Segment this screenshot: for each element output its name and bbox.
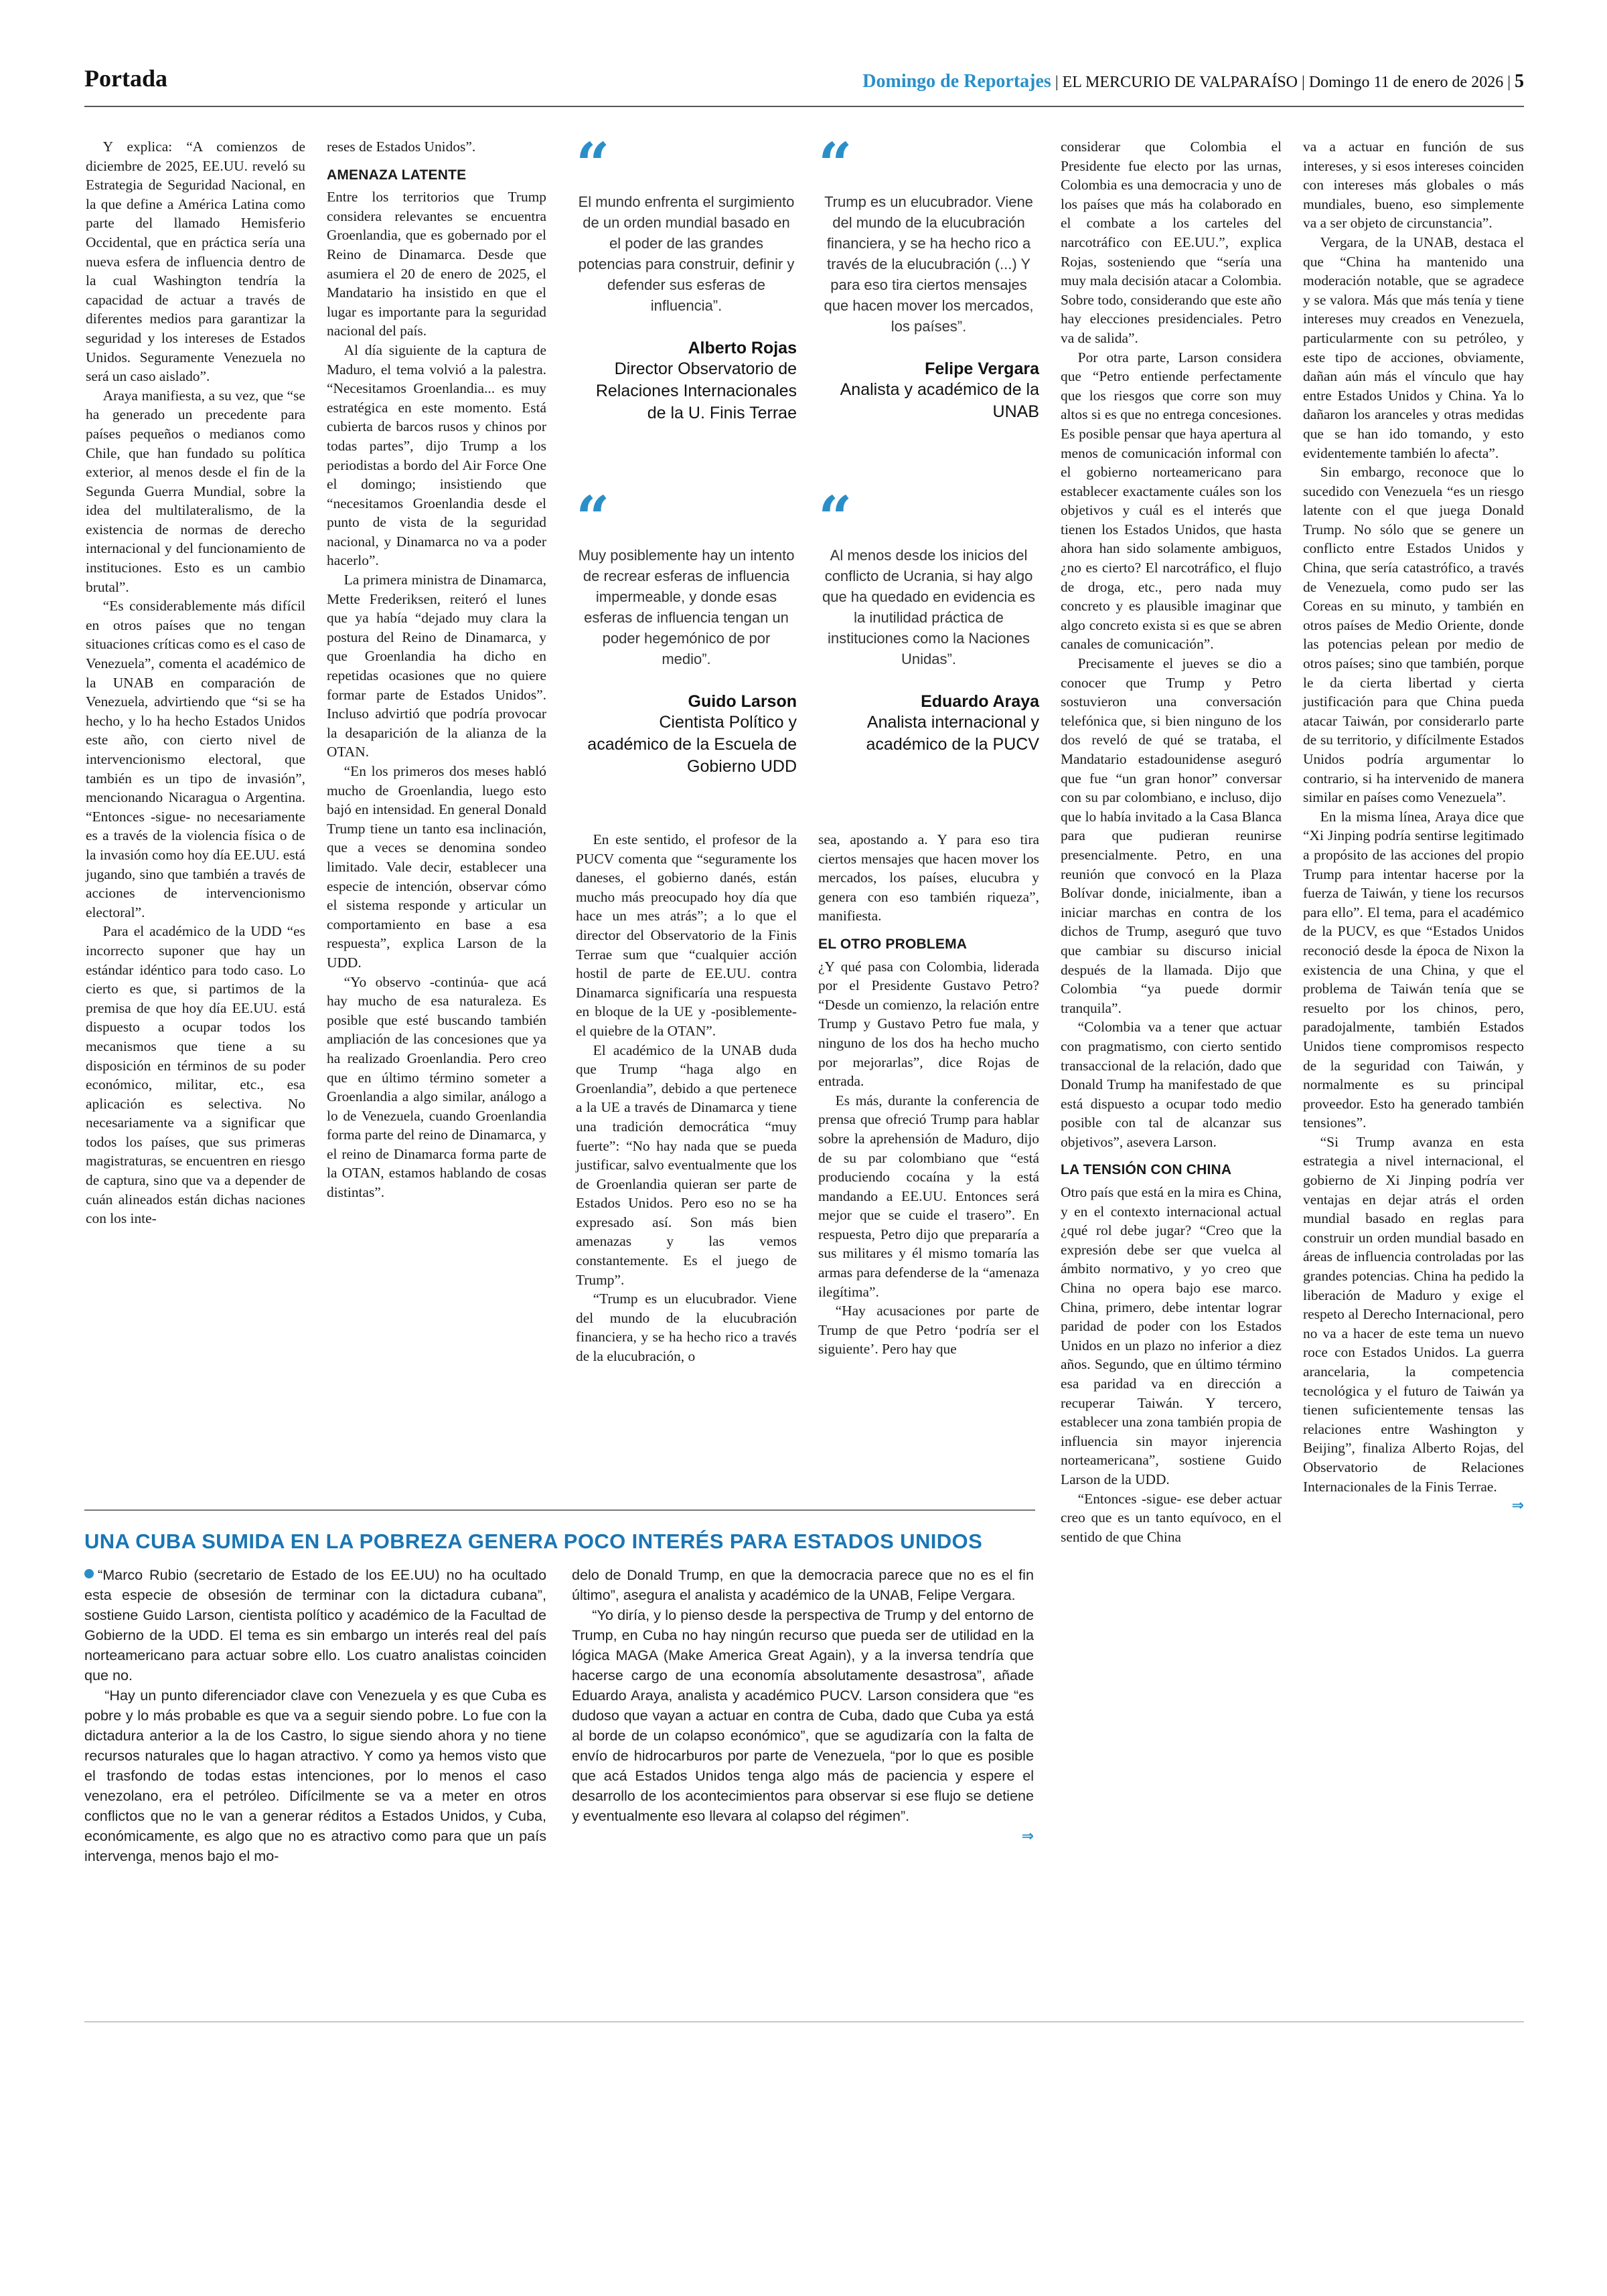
quote-author-role: Director Observatorio de Relaciones Internacionales de la U. Finis Terrae <box>595 359 797 422</box>
page-header <box>84 62 1524 107</box>
paragraph: En la misma línea, Araya dice que “Xi Jinping podría sentirse legitimado a propósito de las acciones del propio Trump para intentar hacerse por la fuerza de Taiwán, y tiene los recursos para ello”. El tema, para el académico de la PUCV, es que “Estados Unidos reconoció desde la época de Nixon la existencia de una China, y que el problema de Taiwán tenía que se resuelto por los chinos, pero, paradojalmente, también Estados Unidos tiene compromisos respecto de la seguridad con Taiwán, y normalmente es su principal proveedor. Esto ha generado también tensiones”. <box>1303 808 1524 1131</box>
arrow-right-icon: ⇒ <box>1021 1828 1034 1845</box>
subheading-la-tension-con-china: LA TENSIÓN CON CHINA <box>1061 1162 1232 1178</box>
pull-quote-larson <box>576 483 797 778</box>
double-quote-icon: “ <box>576 483 610 552</box>
paragraph: Sin embargo, reconoce que lo sucedido con Venezuela “es un riesgo latente con el que juega Donald Trump. No sólo que se genere un conflicto entre Estados Unidos y China, que sería catastrófico, a través de Venezuela, como pudo ser las Coreas en su minuto, y también en otros países de Medio Oriente, donde las potencias pelean por medio de otros países; sino que también, porque le da cierta libertad y cierta justificación para que China pueda atacar Taiwán, por considerarlo parte de su territorio, y difícilmente Estados Unidos podría argumentar lo contrario, si ha intervenido de manera similar en países como Venezuela”. <box>1303 464 1524 806</box>
paragraph: Otro país que está en la mira es China, y en el contexto internacional actual ¿qué rol debe jugar? “Creo que la expresión debe ser que vuelca al ámbito normativo, y yo creo que China no opera bajo ese marco. China, primero, debe intentar lograr paridad de poder con los Estados Unidos en un plazo no inferior a diez años. Segundo, que en último término esa paridad va en dirección a recuperar Taiwán. Y tercero, establecer una zona también propia de influencia sin mayor injerencia norteamericana”, sostiene Guido Larson de la UDD. <box>1061 1184 1282 1487</box>
paragraph <box>84 1565 546 1686</box>
quote-author: Alberto Rojas <box>688 339 797 357</box>
paragraph: sea, apostando a. Y para eso tira ciertos mensajes que hacen mover los mercados, los países, elucubra y genera con eso también riqueza”, manifiesta. <box>818 831 1039 924</box>
paragraph: va a actuar en función de sus intereses, y si esos intereses coinciden con intereses más globales o más mundiales, bueno, eso simplemente va a ser objeto de circunstancia”. <box>1303 139 1524 232</box>
quote-text: Trump es un elucubrador. Viene del mundo de la elucubración financiera, y se ha hecho rico a través de la elucubración (...) Y para eso tira ciertos mensajes que hacen mover los mercados, los países”. <box>824 193 1034 335</box>
paragraph-text: “Marco Rubio (secretario de Estado de los EE.UU) no ha ocultado esta especie de obsesión de terminar con la dictadura cubana”, sostiene Guido Larson, cientista político y académico de la Facultad de Gobierno de la UDD. El tema es sin embargo un interés real del país norteamericano para actuar sobre ello. Los cuatro analistas coinciden que no. <box>84 1566 546 1684</box>
page-number: 5 <box>1515 71 1524 92</box>
paragraph: “Yo diría, y lo pienso desde la perspectiva de Trump y del entorno de Trump, en Cuba no hay ningún recurso que pueda ser de utilidad en la lógica MAGA (Make America Great Again), y a la inversa tendría que hacerse cargo de una economía absolutamente desastrosa”, añade Eduardo Araya, analista y académico PUCV. Larson considera que “es dudoso que vayan a actuar en contra de Cuba, dado que Cuba ya está al borde de un colapso económico”, que se agudizaría con la falta de envío de hidrocarburos por parte de Venezuela, “por lo que es posible que acá Estados Unidos tenga algo más de paciencia y espere el desarrollo de los acontecimientos para observar si ese flujo se detiene y eventualmente eso llevara al colapso del régimen”. <box>572 1607 1034 1824</box>
issue-date: Domingo 11 de enero de 2026 | <box>1308 74 1511 91</box>
paragraph: “Hay un punto diferenciador clave con Venezuela y es que Cuba es pobre y lo más probable es que va a seguir siendo pobre. Lo fue con la dictadura anterior a la de los Castro, lo sigue siendo ahora y no tiene recursos naturales que lo hagan atractivo. Y como ya hemos visto que el trasfondo de todas estas intenciones, por lo menos el caso venezolano, era el petróleo. Difícilmente se va a meter en otros conflictos que no le van a generar réditos a Estados Unidos, y Cuba, económicamente, es algo que no es atractivo como para que un país intervenga, menos bajo el mo- <box>84 1687 546 1864</box>
section-title: Portada <box>84 65 167 92</box>
newspaper-name: | EL MERCURIO DE VALPARAÍSO | <box>1055 74 1305 91</box>
paragraph: delo de Donald Trump, en que la democracia parece que no es el fin último”, asegura el analista y académico de la UNAB, Felipe Vergara. <box>572 1566 1034 1603</box>
quote-text: El mundo enfrenta el surgimiento de un orden mundial basado en el poder de las grandes potencias para construir, definir y defender sus esferas de influencia”. <box>578 193 795 314</box>
paragraph: Vergara, de la UNAB, destaca el que “China ha mantenido una moderación notable, que se agradece y se valora. Más que más tenía y tiene intereses muy creados en Venezuela, particularmente con su petróleo, y este tipo de acciones, obviamente, dañan aún más el vínculo que hay entre Estados Unidos y China. Ya lo dañaron los aranceles y otras medidas que se han ido tomando, y esto evidentemente también lo afecta”. <box>1303 234 1524 461</box>
article-column-4 <box>818 830 1039 1359</box>
paragraph: Entre los territorios que Trump considera relevantes se encuentra Groenlandia, que es gobernado por el Reino de Dinamarca. Desde que asumiera el 20 de enero de 2025, el Mandatario ha insistido en que el lugar es importante para la seguridad nacional del país. <box>327 189 546 339</box>
quote-author: Eduardo Araya <box>921 692 1039 711</box>
double-quote-icon: “ <box>818 483 852 552</box>
paragraph: “Hay acusaciones por parte de Trump de que Petro ‘podría ser el siguiente’. Pero hay que <box>818 1303 1039 1358</box>
paragraph: Por otra parte, Larson considera que “Petro entiende perfectamente que los riesgos que corre son muy altos si es que no entrega concesiones. Es posible pensar que haya apertura al menos de comunicación informal con el gobierno norteamericano para establecer exactamente cuáles son los objetivos y cuál es el interés que tienen los Estados Unidos, que hasta ahora han sido solamente ambiguos, ¿no es cierto? El narcotráfico, el flujo de droga, etc., pero nada muy concreto y es plausible imaginar que algo concreto exista si es que se abren canales de comunicación”. <box>1061 349 1282 653</box>
paragraph: En este sentido, el profesor de la PUCV comenta que “seguramente los daneses, el gobierno danés, están mucho más preocupado hoy día que hace un mes atrás”; a lo que el director del Observatorio de la Finis Terrae sum que “cualquier acción hostil de parte de EE.UU. contra Dinamarca significaría una respuesta en bloque de la UE y -posiblemente- el quiebre de la OTAN”. <box>576 831 797 1039</box>
article-column-3 <box>576 830 797 1366</box>
double-quote-icon: “ <box>576 129 610 199</box>
quote-author-role: Analista internacional y académico de la PUCV <box>866 713 1039 754</box>
paragraph: reses de Estados Unidos”. <box>327 139 476 155</box>
paragraph: “Trump es un elucubrador. Viene del mundo de la elucubración financiera, y se ha hecho rico a través de la elucubración, o <box>576 1291 797 1365</box>
article-column-1 <box>86 137 305 1228</box>
quote-text: Al menos desde los inicios del conflicto de Ucrania, si hay algo que ha quedado en evidencia es la inutilidad práctica de instituciones como la Naciones Unidas”. <box>822 547 1036 667</box>
paragraph: Al día siguiente de la captura de Maduro, el tema volvió a la palestra. “Necesitamos Groenlandia... es muy estratégica en este momento. Está cubierta de barcos rusos y chinos por todas partes”, dijo Trump a los periodistas a bordo del Air Force One el domingo; insistiendo que “necesitamos Groenlandia desde el punto de vista de la seguridad nacional, y Dinamarca no va a poder hacerlo”. <box>327 341 546 569</box>
paragraph: “Colombia va a tener que actuar con pragmatismo, con cierto sentido transaccional de la relación, dado que Donald Trump ha manifestado de que está dispuesto a ocupar todo medio posible con tal de alcanzar sus objetivos”, asevera Larson. <box>1061 1019 1282 1150</box>
arrow-right-icon: ⇒ <box>1511 1497 1524 1515</box>
subheading-amenaza-latente: AMENAZA LATENTE <box>327 167 467 183</box>
paragraph: “Es considerablemente más difícil en otros países que no tengan situaciones críticas como es el caso de Venezuela”, comenta el académico de la UNAB en comparación de Venezuela, advirtiendo que “si se ha hecho, y lo ha hecho Estados Unidos este año, con cierto nivel de intervencionismo electoral, que también es un tipo de invasión”, mencionando Nicaragua o Argentina. “Entonces -sigue- no necesariamente es a través de la violencia física o de la invasión como hoy día EE.UU. está jugando, sino que también a través de acciones de intervencionismo electoral”. <box>86 598 305 920</box>
paragraph: “Entonces -sigue- ese deber actuar creo que es un tanto equívoco, en el sentido de que China <box>1061 1490 1282 1545</box>
box-headline: UNA CUBA SUMIDA EN LA POBREZA GENERA POCO INTERÉS PARA ESTADOS UNIDOS <box>84 1530 983 1553</box>
paragraph: Para el académico de la UDD “es incorrecto suponer que hay un estándar idéntico para todo caso. Lo cierto es que, si partimos de la premisa de que hoy día EE.UU. está dispuesto a ocupar todos los mecanismos que tiene a su disposición en términos de su poder económico, militar, etc., esa aplicación es selectiva. No necesariamente va a significar que todos los países, que sus primeras magistraturas, se encuentren en riesgo de captura, sino que va a depender de cuán alineados están dichas naciones con los inte- <box>86 923 305 1227</box>
article-column-2 <box>327 137 546 1202</box>
paragraph: “Si Trump avanza en esta estrategia a nivel internacional, el gobierno de Xi Jinping podría ver ventajas en dejar atrás el orden mundial basado en reglas para construir un orden mundial basado en áreas de influencia controladas por las grandes potencias. China ha pedido la liberación de Maduro y exige el respeto al Derecho Internacional, pero no va a hacer de este tema un nuevo roce con Estados Unidos. La guerra arancelaria, la competencia tecnológica y el futuro de Taiwán ya tienen suficientemente tensas las relaciones entre Washington y Beijing”, finaliza Alberto Rojas, del Observatorio de Relaciones Internacionales de la Finis Terrae. <box>1303 1133 1524 1495</box>
box-column-1 <box>84 1565 546 1866</box>
subheading-el-otro-problema: EL OTRO PROBLEMA <box>818 936 968 952</box>
paragraph: La primera ministra de Dinamarca, Mette Frederiksen, reiteró el lunes que ya había “dejado muy clara la postura del Reino de Dinamarca, y que Groenlandia ha dicho en repetidas ocasiones que no quiere formar parte de Estados Unidos”. Incluso advirtió que podría provocar la desaparición de la alianza de la OTAN. <box>327 572 546 760</box>
pull-quote-araya <box>818 483 1039 756</box>
article-column-6 <box>1303 137 1524 1516</box>
box-column-2 <box>572 1565 1034 1847</box>
article-column-5 <box>1061 137 1282 1546</box>
paragraph: considerar que Colombia el Presidente fue electo por las urnas, Colombia es una democracia y uno de los países que más ha colaborado en el combate a los carteles del narcotráfico con EE.UU.”, explica Rojas, sosteniendo que “sería una muy mala decisión atacar a Colombia. Sobre todo, considerando que este año hay elecciones presidenciales. Petro va de salida”. <box>1061 139 1282 346</box>
bullet-dot-icon <box>84 1569 94 1578</box>
paragraph: “En los primeros dos meses habló mucho de Groenlandia, luego esto bajó en intensidad. En general Donald Trump tiene un tanto esa inclinación, que a veces se denomina sondeo limitado. Vale decir, establecer una especie de intención, observar cómo el sistema responde y articular un comportamiento en base a esa respuesta”, explica Larson de la UDD. <box>327 763 546 971</box>
quote-text: Muy posiblemente hay un intento de recrear esferas de influencia impermeable, y donde esas esferas de influencia tengan un poder hegemónico de por medio”. <box>578 547 795 667</box>
quote-author-role: Cientista Político y académico de la Escuela de Gobierno UDD <box>587 713 797 776</box>
pull-quote-vergara <box>818 129 1039 423</box>
double-quote-icon: “ <box>818 129 852 199</box>
quote-author: Guido Larson <box>688 692 797 711</box>
masthead <box>862 71 1524 92</box>
paragraph: Precisamente el jueves se dio a conocer que Trump y Petro sostuvieron una conversación telefónica que, si bien ninguno de los dos reveló de qué se trataba, el Mandatario estadounidense aseguró que fue “un gran honor” conversar con su par colombiano, e incluso, dijo que lo había invitado a la Casa Blanca para que pudieran reunirse presencialmente. Petro, en una reunión que convocó en la Plaza Bolívar donde, inicialmente, iban a iniciar marchas en contra de los dichos de Trump, aseguró que tuvo que cambiar su discurso inicial después de la llamada. Dijo que Colombia “ya puede dormir tranquila”. <box>1061 655 1282 1016</box>
paragraph: “Yo observo -continúa- que acá hay mucho de esa naturaleza. Es posible que esté buscando también ampliación de las concesiones que ya ha realizado Groenlandia. Pero creo que en último término someter a Groenlandia a algo similar, análogo a lo de Venezuela, cuando Groenlandia forma parte del reino de Dinamarca, y el reino de Dinamarca forma parte de la OTAN, estamos hablando de cosas distintas”. <box>327 973 546 1201</box>
paragraph: El académico de la UNAB duda que Trump “haga algo en Groenlandia”, debido a que pertenece a la UE a través de Dinamarca y tiene una tradición democrática “muy fuerte”: “No hay nada que se pueda justificar, salvo eventualmente que los de Groenlandia quieran ser parte de Estados Unidos. Pero eso no se ha expresado así. Son más bien amenazas y las vemos constantemente. Es el juego de Trump”. <box>576 1042 797 1288</box>
paragraph: Araya manifiesta, a su vez, que “se ha generado un precedente para países pequeños o medianos como Chile, que han fundado su política exterior, al menos desde el fin de la Segunda Guerra Mundial, sobre la idea del multilateralismo, de la existencia de normas de derecho internacional y del funcionamiento de instituciones. Esto es un cambio brutal”. <box>86 387 305 595</box>
paragraph: ¿Y qué pasa con Colombia, liderada por el Presidente Gustavo Petro? “Desde un comienzo, la relación entre Trump y Gustavo Petro fue mala, y ninguno de los dos ha hecho mucho por mejorarlas”, dice Rojas de entrada. <box>818 958 1039 1090</box>
box-top-rule <box>84 1509 1035 1511</box>
pull-quote-rojas <box>576 129 797 424</box>
paragraph: Es más, durante la conferencia de prensa que ofreció Trump para hablar sobre la aprehensión de Maduro, dijo de su par colombiano que “está produciendo cocaína y la está mandando a EE.UU. Entonces será mejor que se cuide el trasero”. En respuesta, Petro dijo que prepararía a sus militares y él mismo tomaría las armas para defenderse de la “amenaza ilegítima”. <box>818 1092 1039 1300</box>
supplement-name: Domingo de Reportajes <box>862 71 1051 92</box>
quote-author: Felipe Vergara <box>925 359 1039 378</box>
paragraph: Y explica: “A comienzos de diciembre de 2025, EE.UU. reveló su Estrategia de Seguridad Nacional, en la que define a América Latina como parte del llamado Hemisferio Occidental, que en práctica sería una nueva esfera de influencia dentro de la cual Washington tendría la capacidad de actuar a través de diferentes medios para garantizar la seguridad y los intereses de Estados Unidos. Seguramente Venezuela no será un caso aislado”. <box>86 139 305 385</box>
quote-author-role: Analista y académico de la UNAB <box>840 380 1039 421</box>
